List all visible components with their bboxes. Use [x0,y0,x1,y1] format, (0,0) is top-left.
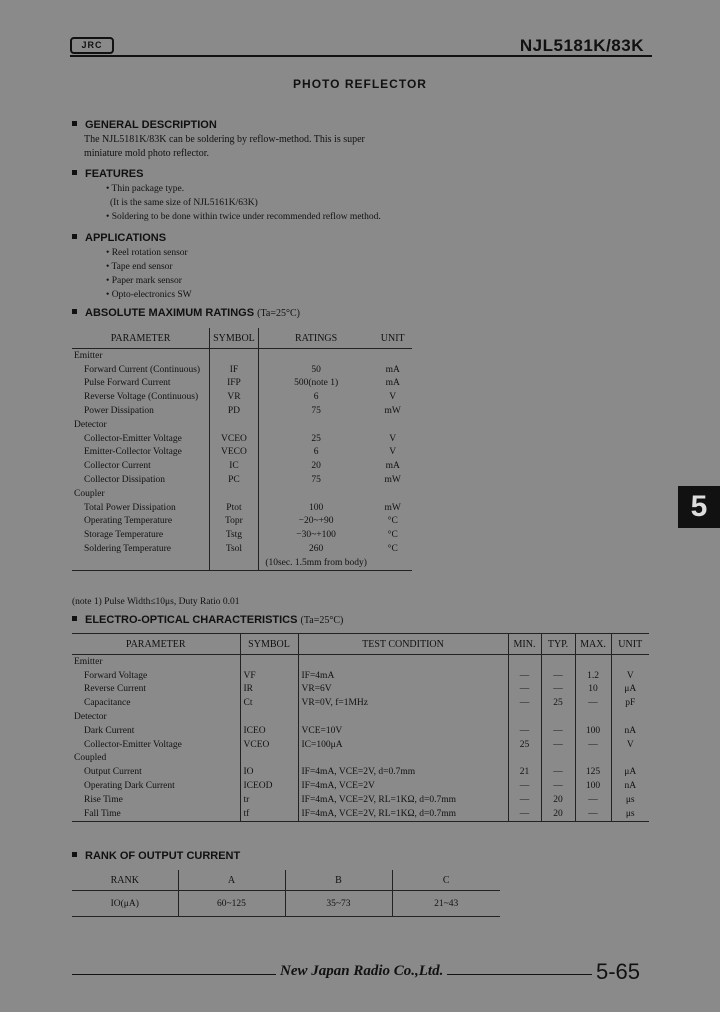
param-cell: Output Current [84,767,142,778]
bullet-icon [72,309,77,314]
condition-cell: IF=4mA [298,669,508,683]
param-cell: Power Dissipation [84,406,154,417]
table-row [72,793,649,807]
typ-cell: — [541,724,575,738]
list-item: • Reel rotation sensor [106,248,188,258]
heading-text: GENERAL DESCRIPTION [85,119,217,131]
group-row [72,418,412,432]
table-row [72,377,412,391]
symbol-cell: VCEO [210,432,259,446]
param-cell: Operating Dark Current [84,781,175,792]
list-item: • Paper mark sensor [106,276,182,286]
header-rule [70,55,652,57]
rating-cell: 50 [258,363,373,377]
unit-cell: μs [611,793,649,807]
heading-text: FEATURES [85,168,144,180]
column-header: MAX. [575,634,611,655]
param-cell: Forward Voltage [84,670,148,681]
param-cell: Pulse Forward Current [84,378,171,389]
typ-cell: 20 [541,807,575,821]
unit-cell: μs [611,807,649,821]
heading-text: RANK OF OUTPUT CURRENT [85,850,241,862]
table-row [72,404,412,418]
page-number: 5-65 [596,959,641,984]
max-cell: 100 [575,779,611,793]
unit-cell: V [611,669,649,683]
table-row [72,724,649,738]
symbol-cell: VCEO [240,738,298,752]
applications-list [106,246,192,302]
symbol-cell: VR [210,390,259,404]
column-header: MIN. [508,634,541,655]
table-row [72,363,412,377]
symbol-cell: PD [210,404,259,418]
condition-cell: VR=0V, f=1MHz [298,696,508,710]
list-item: • Opto-electronics SW [106,290,192,300]
page-title: PHOTO REFLECTOR [293,77,427,91]
table-row [72,390,412,404]
jrc-logo: JRC [70,37,114,54]
heading-text: APPLICATIONS [85,232,167,244]
rating-cell: −20~+90 [258,515,373,529]
group-row [72,487,412,501]
symbol-cell: Tstg [210,528,259,542]
min-cell: — [508,669,541,683]
column-header: SYMBOL [210,328,259,349]
unit-cell: nA [611,779,649,793]
column-header: UNIT [380,332,405,344]
condition-text: (Ta=25°C) [257,308,300,319]
unit-cell: °C [387,544,398,555]
rank-heading [72,850,240,862]
row-label: IO(μA) [110,898,139,909]
rank-table [72,870,500,917]
symbol-cell: IC [210,459,259,473]
rating-cell: 260 [258,542,373,556]
unit-cell: V [389,433,397,444]
symbol-cell: IO [240,765,298,779]
list-item: • Tape end sensor [106,262,173,272]
condition-cell: IF=4mA, VCE=2V [298,779,508,793]
typ-cell: — [541,765,575,779]
symbol-cell: Ptot [210,501,259,515]
unit-cell: °C [387,530,398,541]
list-item: • Soldering to be done within twice under recommended reflow method. [106,212,381,222]
unit-cell: mA [385,364,400,375]
max-cell: — [575,793,611,807]
typ-cell: 25 [541,696,575,710]
symbol-cell: IFP [210,377,259,391]
table-row [72,528,412,542]
max-cell: 1.2 [575,669,611,683]
unit-cell: mW [384,502,401,513]
part-number: NJL5181K/83K [519,36,644,55]
min-cell: — [508,696,541,710]
condition-cell: IF=4mA, VCE=2V, d=0.7mm [298,765,508,779]
group-row [72,710,649,724]
unit-cell: μA [611,683,649,697]
table-row [72,459,412,473]
table-row [72,542,412,556]
param-cell: Storage Temperature [84,530,164,541]
unit-cell: °C [387,516,398,527]
abs-max-heading [72,307,300,319]
min-cell: — [508,683,541,697]
table-row [72,765,649,779]
table-row [72,473,412,487]
table-row [72,807,649,821]
column-header: RANK [110,874,139,886]
max-cell: — [575,807,611,821]
description-line: miniature mold photo reflector. [84,148,209,159]
condition-cell: VCE=10V [298,724,508,738]
symbol-cell: Tsol [210,542,259,556]
param-cell: Fall Time [84,808,121,819]
param-cell: Reverse Current [84,684,146,695]
table-row [72,738,649,752]
table-row [72,501,412,515]
table-row [72,556,412,570]
symbol-cell: VF [240,669,298,683]
general-description-text [84,133,365,161]
unit-cell: mW [384,406,401,417]
symbol-cell: ICEO [240,724,298,738]
unit-cell: nA [611,724,649,738]
section-tab: 5 [678,486,720,528]
column-header: RATINGS [258,328,373,349]
symbol-cell: VECO [210,446,259,460]
column-header: PARAMETER [110,332,171,344]
column-header: SYMBOL [240,634,298,655]
table-row [72,446,412,460]
unit-cell: mA [385,461,400,472]
rating-cell: 25 [258,432,373,446]
min-cell: — [508,807,541,821]
param-cell: Collector-Emitter Voltage [84,433,182,444]
table-row [72,432,412,446]
rating-cell: 6 [258,446,373,460]
max-cell: 125 [575,765,611,779]
description-line: The NJL5181K/83K can be soldering by reflow-method. This is super [84,134,365,145]
typ-cell: — [541,669,575,683]
param-cell: Emitter-Collector Voltage [84,447,182,458]
min-cell: 21 [508,765,541,779]
bullet-icon [72,852,77,857]
param-cell: Collector-Emitter Voltage [84,739,182,750]
table-row [72,891,500,917]
typ-cell: — [541,683,575,697]
group-label: Detector [74,419,107,430]
group-label: Emitter [74,350,103,361]
bullet-icon [72,121,77,126]
group-label: Detector [74,712,107,723]
min-cell: — [508,724,541,738]
typ-cell: — [541,779,575,793]
unit-cell: V [389,392,397,403]
param-cell: Soldering Temperature [84,544,172,555]
rank-value: 60~125 [178,891,285,917]
condition-text: (Ta=25°C) [300,615,344,626]
bullet-icon [72,616,77,621]
abs-max-table [72,328,412,571]
column-header: PARAMETER [125,638,186,650]
condition-cell: IC=100μA [298,738,508,752]
symbol-cell: tf [240,807,298,821]
rating-cell: 20 [258,459,373,473]
group-row [72,349,412,363]
electro-optical-heading [72,614,343,626]
max-cell: 10 [575,683,611,697]
condition-cell: IF=4mA, VCE=2V, RL=1KΩ, d=0.7mm [298,793,508,807]
solder-note-cell: (10sec. 1.5mm from body) [258,556,373,570]
features-list [106,182,381,224]
list-item: • Thin package type. [106,184,185,194]
param-cell: Total Power Dissipation [84,502,176,513]
column-header: B [285,870,392,891]
features-heading [72,168,143,180]
param-cell: Rise Time [84,794,123,805]
column-header: A [178,870,285,891]
table-row [72,515,412,529]
unit-cell: V [389,447,397,458]
max-cell: — [575,738,611,752]
company-name: New Japan Radio Co.,Ltd. [276,963,447,980]
electro-optical-table [72,633,649,822]
rating-cell: 75 [258,473,373,487]
param-cell: Capacitance [84,698,131,709]
param-cell: Collector Current [84,461,151,472]
rating-cell: 6 [258,390,373,404]
table-row [72,683,649,697]
unit-cell: V [611,738,649,752]
symbol-cell: Ct [240,696,298,710]
rating-cell: 100 [258,501,373,515]
param-cell: Operating Temperature [84,516,173,527]
symbol-cell: IF [210,363,259,377]
typ-cell: — [541,738,575,752]
group-row [72,752,649,766]
column-header: TYP. [541,634,575,655]
condition-cell: IF=4mA, VCE=2V, RL=1KΩ, d=0.7mm [298,807,508,821]
bullet-icon [72,170,77,175]
group-row [72,655,649,669]
rating-cell: −30~+100 [258,528,373,542]
list-item: (It is the same size of NJL5161K/63K) [110,198,258,208]
symbol-cell: PC [210,473,259,487]
column-header: UNIT [611,634,649,655]
table-row [72,669,649,683]
min-cell: 25 [508,738,541,752]
applications-heading [72,232,166,244]
unit-cell: mW [384,475,401,486]
rank-value: 35~73 [285,891,392,917]
param-cell: Forward Current (Continuous) [84,364,201,375]
rating-cell: 500(note 1) [258,377,373,391]
abs-max-note: (note 1) Pulse Width≤10μs, Duty Ratio 0.01 [72,597,240,607]
rank-value: 21~43 [392,891,500,917]
group-label: Coupler [74,488,105,499]
column-header: C [392,870,500,891]
param-cell: Reverse Voltage (Continuous) [84,392,199,403]
symbol-cell: Topr [210,515,259,529]
table-row [72,779,649,793]
group-label: Emitter [74,656,103,667]
group-label: Coupled [74,753,107,764]
heading-text: ELECTRO-OPTICAL CHARACTERISTICS [85,614,298,626]
unit-cell: mA [385,378,400,389]
max-cell: 100 [575,724,611,738]
table-row [72,696,649,710]
table-header-row [72,870,500,891]
param-cell: Dark Current [84,725,135,736]
general-description-heading [72,119,217,131]
symbol-cell: ICEOD [240,779,298,793]
symbol-cell: tr [240,793,298,807]
symbol-cell: IR [240,683,298,697]
unit-cell: pF [611,696,649,710]
min-cell: — [508,793,541,807]
unit-cell: μA [611,765,649,779]
max-cell: — [575,696,611,710]
typ-cell: 20 [541,793,575,807]
param-cell: Collector Dissipation [84,475,166,486]
heading-text: ABSOLUTE MAXIMUM RATINGS [85,307,255,319]
condition-cell: VR=6V [298,683,508,697]
table-header-row [72,328,412,349]
min-cell: — [508,779,541,793]
table-header-row [72,634,649,655]
bullet-icon [72,234,77,239]
column-header: TEST CONDITION [298,634,508,655]
rating-cell: 75 [258,404,373,418]
